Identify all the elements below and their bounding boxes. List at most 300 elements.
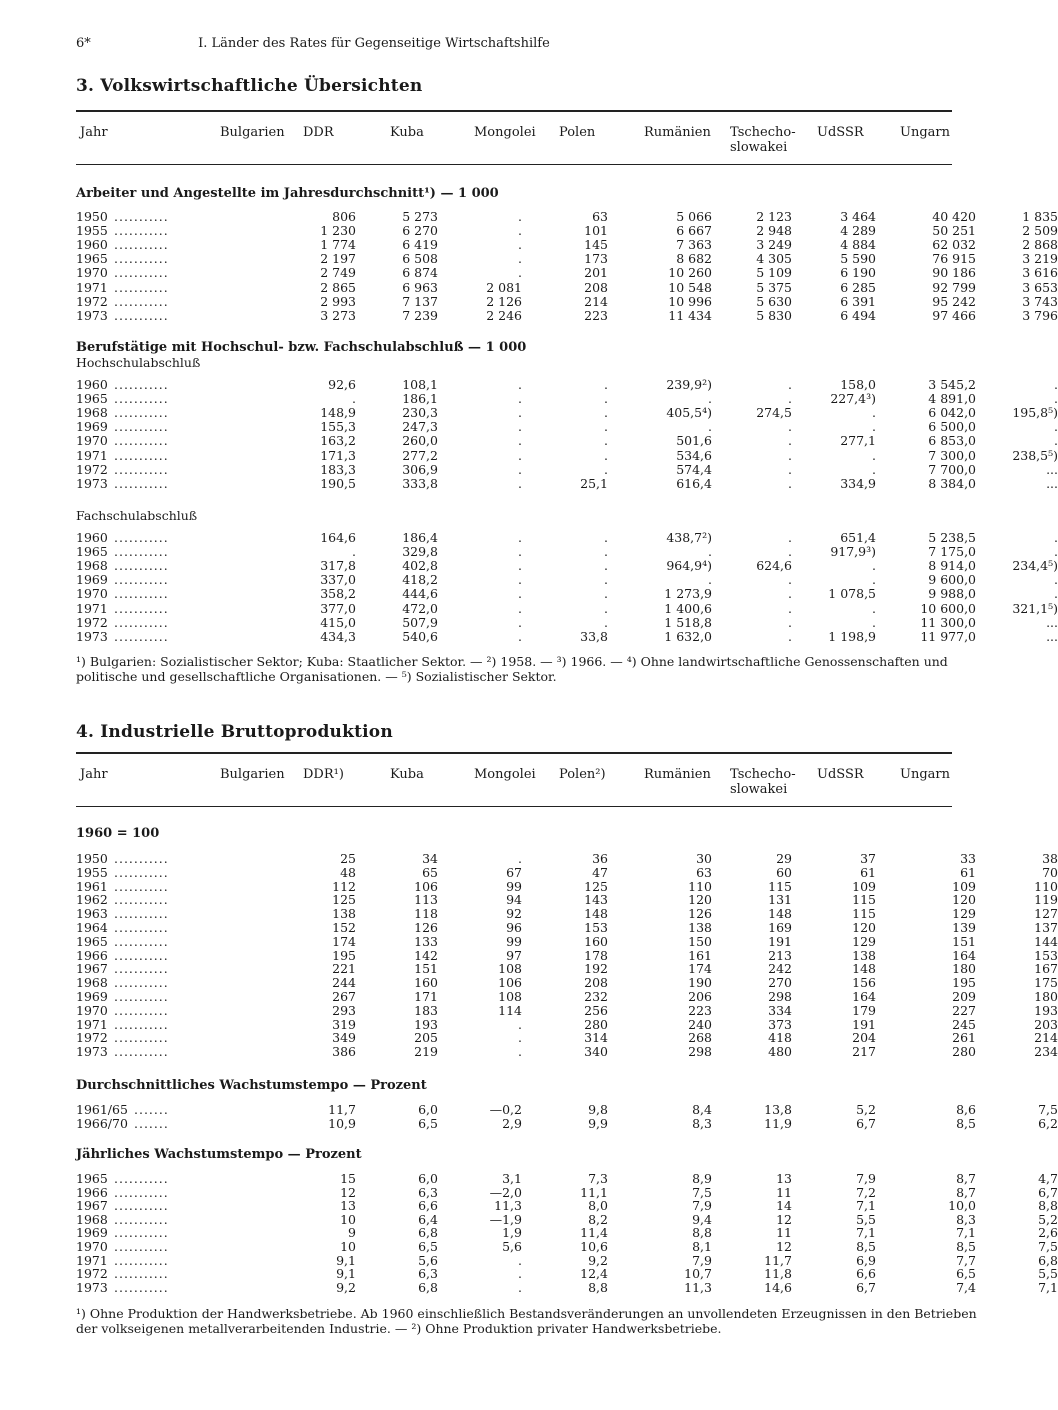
table-cell: . — [872, 558, 876, 574]
table-cell: . — [518, 544, 522, 560]
table-cell: 4 289 — [840, 223, 876, 239]
table-cell: ... — [1046, 475, 1058, 491]
table-cell: 234 — [1034, 1044, 1058, 1060]
table-cell: 106 — [498, 975, 522, 991]
row-year: 1971 — [76, 447, 108, 463]
table-cell: 115 — [768, 878, 792, 894]
table-cell: 171,3 — [320, 447, 356, 463]
row-year: 1973 — [76, 628, 108, 644]
table-cell: 174 — [688, 961, 712, 977]
row-year: 1950 — [76, 851, 108, 866]
table-cell: 6,8 — [1038, 1252, 1058, 1268]
leader-dots: ........... — [114, 433, 169, 449]
table-cell: 34 — [422, 851, 438, 866]
table-cell: 193 — [414, 1016, 438, 1032]
table-cell: 158,0 — [840, 377, 876, 392]
table-cell: 118 — [414, 906, 438, 922]
table-cell: 9 988,0 — [928, 586, 976, 602]
leader-dots: ........... — [114, 1266, 169, 1282]
table-cell: 1 078,5 — [828, 586, 876, 602]
table-row — [76, 251, 1058, 267]
table-cell: 6,2 — [1038, 1116, 1058, 1131]
table-cell: . — [1054, 544, 1058, 560]
table-cell: . — [518, 628, 522, 644]
leader-dots: ........... — [114, 544, 169, 560]
table-cell: 11 — [776, 1225, 792, 1241]
table-row — [76, 391, 1058, 407]
table-cell: ... — [1046, 628, 1058, 644]
table-cell: 133 — [414, 933, 438, 949]
table-cell: 8,7 — [956, 1171, 976, 1186]
table-cell: . — [604, 405, 608, 421]
section-4-title: 4. Industrielle Bruttoproduktion — [76, 722, 393, 742]
table-cell: . — [708, 391, 712, 407]
table-cell: 1 230 — [320, 223, 356, 239]
table-row — [76, 989, 1058, 1004]
table-cell: 5 375 — [756, 279, 792, 295]
row-year: 1972 — [76, 293, 108, 309]
row-year: 1967 — [76, 961, 108, 977]
table-cell: 175 — [1034, 975, 1058, 991]
table-cell: 6,3 — [418, 1266, 438, 1282]
table-cell: 6,5 — [418, 1239, 438, 1254]
row-year: 1973 — [76, 1279, 108, 1295]
leader-dots: ........... — [114, 461, 169, 477]
table-cell: . — [518, 237, 522, 253]
table-cell: . — [872, 405, 876, 421]
table-cell: . — [518, 223, 522, 239]
table-cell: 964,9⁴) — [666, 558, 712, 574]
table-cell: 534,6 — [676, 447, 712, 463]
table-cell: 405,5⁴) — [666, 405, 712, 421]
table-cell: 5,5 — [856, 1211, 876, 1227]
table-cell: 472,0 — [402, 600, 438, 616]
table-cell: 6,4 — [418, 1211, 438, 1227]
table-cell: . — [518, 1016, 522, 1032]
table-cell: 5,2 — [856, 1102, 876, 1117]
table-cell: 6 667 — [676, 223, 712, 239]
block-heading: Arbeiter und Angestellte im Jahresdurchschnitt¹) — 1 000 — [76, 186, 499, 201]
row-year: 1972 — [76, 461, 108, 477]
table-cell: . — [788, 391, 792, 407]
table-cell: 11,3 — [494, 1198, 522, 1214]
leader-dots: ........... — [114, 377, 169, 392]
table-row — [76, 586, 1058, 602]
table-cell: 109 — [852, 878, 876, 894]
table-cell: 2,9 — [502, 1116, 522, 1131]
table-cell: . — [518, 1030, 522, 1046]
row-year: 1965 — [76, 1171, 108, 1186]
table-cell: 11,8 — [764, 1266, 792, 1282]
table-cell: . — [518, 433, 522, 449]
table-row — [76, 1116, 1058, 1131]
table-cell: 108,1 — [402, 377, 438, 392]
leader-dots: ........... — [114, 237, 169, 253]
table-cell: 148 — [584, 906, 608, 922]
table-cell: 208 — [584, 279, 608, 295]
table-cell: 126 — [414, 920, 438, 935]
table-cell: 195 — [952, 975, 976, 991]
table-cell: 193 — [1034, 1002, 1058, 1018]
column-header: Polen — [559, 125, 596, 140]
column-header: Rumänien — [644, 767, 711, 782]
row-year: 1950 — [76, 209, 108, 224]
table-cell: 97 — [506, 947, 522, 963]
table-cell: 110 — [1034, 878, 1058, 894]
leader-dots: ........... — [114, 1239, 169, 1254]
block-subheading: Hochschulabschluß — [76, 355, 201, 370]
table-cell: 256 — [584, 1002, 608, 1018]
table-cell: 1,9 — [502, 1225, 522, 1241]
table-cell: ... — [1046, 614, 1058, 630]
table-cell: 10 548 — [668, 279, 712, 295]
table-cell: 25,1 — [580, 475, 608, 491]
table-cell: 92 — [506, 906, 522, 922]
table-cell: 48 — [340, 864, 356, 880]
table-cell: 245 — [952, 1016, 976, 1032]
column-header: Polen²) — [559, 767, 606, 782]
table-cell: 12 — [776, 1239, 792, 1254]
block-heading: 1960 = 100 — [76, 826, 160, 841]
page-number: 6* — [76, 36, 91, 51]
table-cell: 30 — [696, 851, 712, 866]
table-cell: 8 384,0 — [928, 475, 976, 491]
table-cell: 183,3 — [320, 461, 356, 477]
table-cell: . — [518, 1252, 522, 1268]
table-cell: 2 123 — [756, 209, 792, 224]
table-cell: 377,0 — [320, 600, 356, 616]
table-cell: 62 032 — [932, 237, 976, 253]
table-cell: 317,8 — [320, 558, 356, 574]
leader-dots: ........... — [114, 209, 169, 224]
column-header: UdSSR — [817, 767, 864, 782]
table-cell: . — [788, 544, 792, 560]
table-cell: 6,3 — [418, 1184, 438, 1200]
table-cell: 321,1⁵) — [1012, 600, 1058, 616]
table-row — [76, 628, 1058, 644]
table-cell: 11,1 — [580, 1184, 608, 1200]
table-cell: 164,6 — [320, 530, 356, 545]
table-cell: 129 — [952, 906, 976, 922]
table-cell: 270 — [768, 975, 792, 991]
table-cell: 10,6 — [580, 1239, 608, 1254]
table-row — [76, 265, 1058, 281]
table-cell: . — [518, 600, 522, 616]
leader-dots: ........... — [114, 1184, 169, 1200]
leader-dots: ........... — [114, 265, 169, 281]
table-cell: 223 — [584, 307, 608, 323]
table-cell: . — [352, 544, 356, 560]
table-cell: 208 — [584, 975, 608, 991]
table-cell: 214 — [584, 293, 608, 309]
table-cell: 3,1 — [502, 1171, 522, 1186]
table-cell: 298 — [688, 1044, 712, 1060]
leader-dots: ........... — [114, 419, 169, 435]
table-cell: 160 — [414, 975, 438, 991]
table-cell: . — [1054, 572, 1058, 588]
table-row — [76, 558, 1058, 574]
running-head-text: I. Länder des Rates für Gegenseitige Wirtschaftshilfe — [198, 36, 550, 51]
table-cell: 6,8 — [418, 1225, 438, 1241]
table-cell: 11,9 — [764, 1116, 792, 1131]
table-cell: 349 — [332, 1030, 356, 1046]
table-cell: 190 — [688, 975, 712, 991]
table-cell: 139 — [952, 920, 976, 935]
table-cell: 507,9 — [402, 614, 438, 630]
table-cell: 3 219 — [1022, 251, 1058, 267]
table-cell: 9,2 — [588, 1252, 608, 1268]
table-cell: 7,2 — [856, 1184, 876, 1200]
table-cell: 115 — [852, 906, 876, 922]
table-cell: 127 — [1034, 906, 1058, 922]
leader-dots: ........... — [114, 628, 169, 644]
table-cell: 148 — [768, 906, 792, 922]
table-cell: 298 — [768, 989, 792, 1004]
table-cell: 7,1 — [856, 1225, 876, 1241]
table-cell: . — [518, 391, 522, 407]
table-cell: . — [1054, 586, 1058, 602]
table-cell: 97 466 — [932, 307, 976, 323]
table-cell: 240 — [688, 1016, 712, 1032]
table-cell: 164 — [852, 989, 876, 1004]
table-cell: 438,7²) — [666, 530, 712, 545]
row-year: 1972 — [76, 1030, 108, 1046]
table-row — [76, 851, 1058, 866]
row-year: 1965 — [76, 251, 108, 267]
table-cell: . — [604, 544, 608, 560]
table-cell: . — [708, 544, 712, 560]
header-rule — [76, 806, 952, 807]
table-cell: . — [518, 265, 522, 281]
table-cell: 277,2 — [402, 447, 438, 463]
table-cell: 213 — [768, 947, 792, 963]
table-cell: 7 137 — [402, 293, 438, 309]
table-cell: . — [788, 461, 792, 477]
table-cell: 314 — [584, 1030, 608, 1046]
table-cell: . — [518, 1266, 522, 1282]
table-cell: 11,7 — [328, 1102, 356, 1117]
row-year: 1966/70 — [76, 1116, 128, 1131]
leader-dots: ........... — [114, 293, 169, 309]
table-cell: 203 — [1034, 1016, 1058, 1032]
table-cell: 125 — [332, 892, 356, 908]
table-cell: 7 175,0 — [928, 544, 976, 560]
table-cell: 5 273 — [402, 209, 438, 224]
leader-dots: ........... — [114, 920, 169, 935]
table-cell: 8,0 — [588, 1198, 608, 1214]
column-header: Kuba — [390, 767, 424, 782]
table-row — [76, 1171, 1058, 1186]
leader-dots: ....... — [134, 1102, 169, 1117]
table-cell: 6 963 — [402, 279, 438, 295]
table-cell: 6,0 — [418, 1171, 438, 1186]
leader-dots: ........... — [114, 1171, 169, 1186]
row-year: 1955 — [76, 223, 108, 239]
row-year: 1960 — [76, 530, 108, 545]
table-cell: 92 799 — [932, 279, 976, 295]
table-cell: 329,8 — [402, 544, 438, 560]
table-cell: 238,5⁵) — [1012, 447, 1058, 463]
table-cell: 129 — [852, 933, 876, 949]
row-year: 1961/65 — [76, 1102, 128, 1117]
table-cell: 10,0 — [948, 1198, 976, 1214]
table-cell: 373 — [768, 1016, 792, 1032]
table-row — [76, 544, 1058, 560]
table-cell: 9 — [348, 1225, 356, 1241]
table-row — [76, 600, 1058, 616]
table-cell: 624,6 — [756, 558, 792, 574]
leader-dots: ........... — [114, 1016, 169, 1032]
table-cell: 501,6 — [676, 433, 712, 449]
table-cell: . — [518, 530, 522, 545]
table-cell: 1 632,0 — [664, 628, 712, 644]
table-cell: 3 653 — [1022, 279, 1058, 295]
table-cell: 8,8 — [1038, 1198, 1058, 1214]
row-year: 1972 — [76, 614, 108, 630]
leader-dots: ........... — [114, 447, 169, 463]
table-cell: . — [872, 600, 876, 616]
table-cell: 4,7 — [1038, 1171, 1058, 1186]
table-cell: 386 — [332, 1044, 356, 1060]
table-cell: 38 — [1042, 851, 1058, 866]
table-cell: . — [708, 419, 712, 435]
table-cell: . — [1054, 419, 1058, 435]
leader-dots: ........... — [114, 600, 169, 616]
table-cell: 173 — [584, 251, 608, 267]
table-cell: 9,1 — [336, 1252, 356, 1268]
table-cell: 3 249 — [756, 237, 792, 253]
table-cell: 358,2 — [320, 586, 356, 602]
table-cell: 6,7 — [856, 1116, 876, 1131]
table-cell: 191 — [852, 1016, 876, 1032]
table-cell: 7,3 — [588, 1171, 608, 1186]
column-header: Ungarn — [900, 125, 950, 140]
table-cell: 29 — [776, 851, 792, 866]
block-subheading: Fachschulabschluß — [76, 508, 198, 523]
table-cell: 90 186 — [932, 265, 976, 281]
table-cell: 7,1 — [1038, 1279, 1058, 1295]
table-cell: 7,7 — [956, 1252, 976, 1268]
table-cell: . — [518, 209, 522, 224]
table-cell: 11 300,0 — [920, 614, 976, 630]
header-rule — [76, 164, 952, 165]
table-cell: 10 996 — [668, 293, 712, 309]
table-cell: . — [604, 558, 608, 574]
table-cell: 50 251 — [932, 223, 976, 239]
table-cell: 12 — [340, 1184, 356, 1200]
leader-dots: ........... — [114, 961, 169, 977]
table-cell: 2 868 — [1022, 237, 1058, 253]
table-cell: 4 884 — [840, 237, 876, 253]
table-cell: . — [352, 391, 356, 407]
table-cell: . — [788, 447, 792, 463]
table-cell: 4 891,0 — [928, 391, 976, 407]
table-cell: 99 — [506, 878, 522, 894]
table-cell: 3 545,2 — [928, 377, 976, 392]
table-cell: 242 — [768, 961, 792, 977]
row-year: 1969 — [76, 1225, 108, 1241]
table-row — [76, 433, 1058, 449]
table-cell: 1 400,6 — [664, 600, 712, 616]
table-cell: 7,1 — [956, 1225, 976, 1241]
column-header: Tschecho- slowakei — [730, 767, 796, 797]
leader-dots: ........... — [114, 307, 169, 323]
table-cell: 10 — [340, 1239, 356, 1254]
table-cell: 101 — [584, 223, 608, 239]
column-header: Rumänien — [644, 125, 711, 140]
table-cell: 148 — [852, 961, 876, 977]
table-cell: 33,8 — [580, 628, 608, 644]
table-cell: 6 419 — [402, 237, 438, 253]
footnote: ¹) Ohne Produktion der Handwerksbetriebe. Ab 1960 einschließlich Bestandsveränderungen an unvollendeten Erzeugnissen in den Betrieben der volkseigenen metallverarbeitenden Industrie. — ²) Ohne Produktion privater Handwerksbetriebe. — [76, 1306, 977, 1336]
table-cell: . — [788, 628, 792, 644]
table-cell: 6,7 — [856, 1279, 876, 1295]
table-cell: 10 — [340, 1211, 356, 1227]
table-row — [76, 307, 1058, 323]
table-cell: 99 — [506, 933, 522, 949]
table-cell: 138 — [332, 906, 356, 922]
leader-dots: ........... — [114, 989, 169, 1004]
table-cell: —0,2 — [489, 1102, 522, 1117]
table-cell: 227 — [952, 1002, 976, 1018]
table-cell: 5 066 — [676, 209, 712, 224]
table-cell: . — [604, 391, 608, 407]
table-cell: . — [518, 461, 522, 477]
table-cell: 6,5 — [956, 1266, 976, 1282]
table-cell: 8,3 — [956, 1211, 976, 1227]
table-cell: . — [604, 572, 608, 588]
table-cell: 47 — [592, 864, 608, 880]
table-cell: 280 — [584, 1016, 608, 1032]
table-cell: 480 — [768, 1044, 792, 1060]
table-cell: 651,4 — [840, 530, 876, 545]
table-cell: 148,9 — [320, 405, 356, 421]
table-cell: . — [1054, 377, 1058, 392]
row-year: 1960 — [76, 377, 108, 392]
column-header: DDR¹) — [303, 767, 344, 782]
table-cell: 806 — [332, 209, 356, 224]
leader-dots: ........... — [114, 1279, 169, 1295]
table-cell: . — [518, 614, 522, 630]
leader-dots: ........... — [114, 1002, 169, 1018]
running-head — [76, 36, 550, 51]
table-cell: 120 — [852, 920, 876, 935]
row-year: 1973 — [76, 307, 108, 323]
table-cell: 219 — [414, 1044, 438, 1060]
table-cell: . — [604, 614, 608, 630]
table-cell: 1 273,9 — [664, 586, 712, 602]
table-cell: 14,6 — [764, 1279, 792, 1295]
table-row — [76, 237, 1058, 253]
row-year: 1965 — [76, 391, 108, 407]
table-cell: 61 — [960, 864, 976, 880]
leader-dots: ........... — [114, 1044, 169, 1060]
table-cell: 160 — [584, 933, 608, 949]
leader-dots: ........... — [114, 475, 169, 491]
table-cell: 3 743 — [1022, 293, 1058, 309]
table-cell: 137 — [1034, 920, 1058, 935]
table-cell: 7,9 — [856, 1171, 876, 1186]
table-cell: . — [788, 572, 792, 588]
table-cell: 7,1 — [856, 1198, 876, 1214]
table-row — [76, 530, 1058, 545]
table-cell: 8,8 — [588, 1279, 608, 1295]
table-cell: 206 — [688, 989, 712, 1004]
table-cell: —2,0 — [489, 1184, 522, 1200]
column-header: Bulgarien — [220, 125, 285, 140]
table-cell: 33 — [960, 851, 976, 866]
row-year: 1970 — [76, 433, 108, 449]
